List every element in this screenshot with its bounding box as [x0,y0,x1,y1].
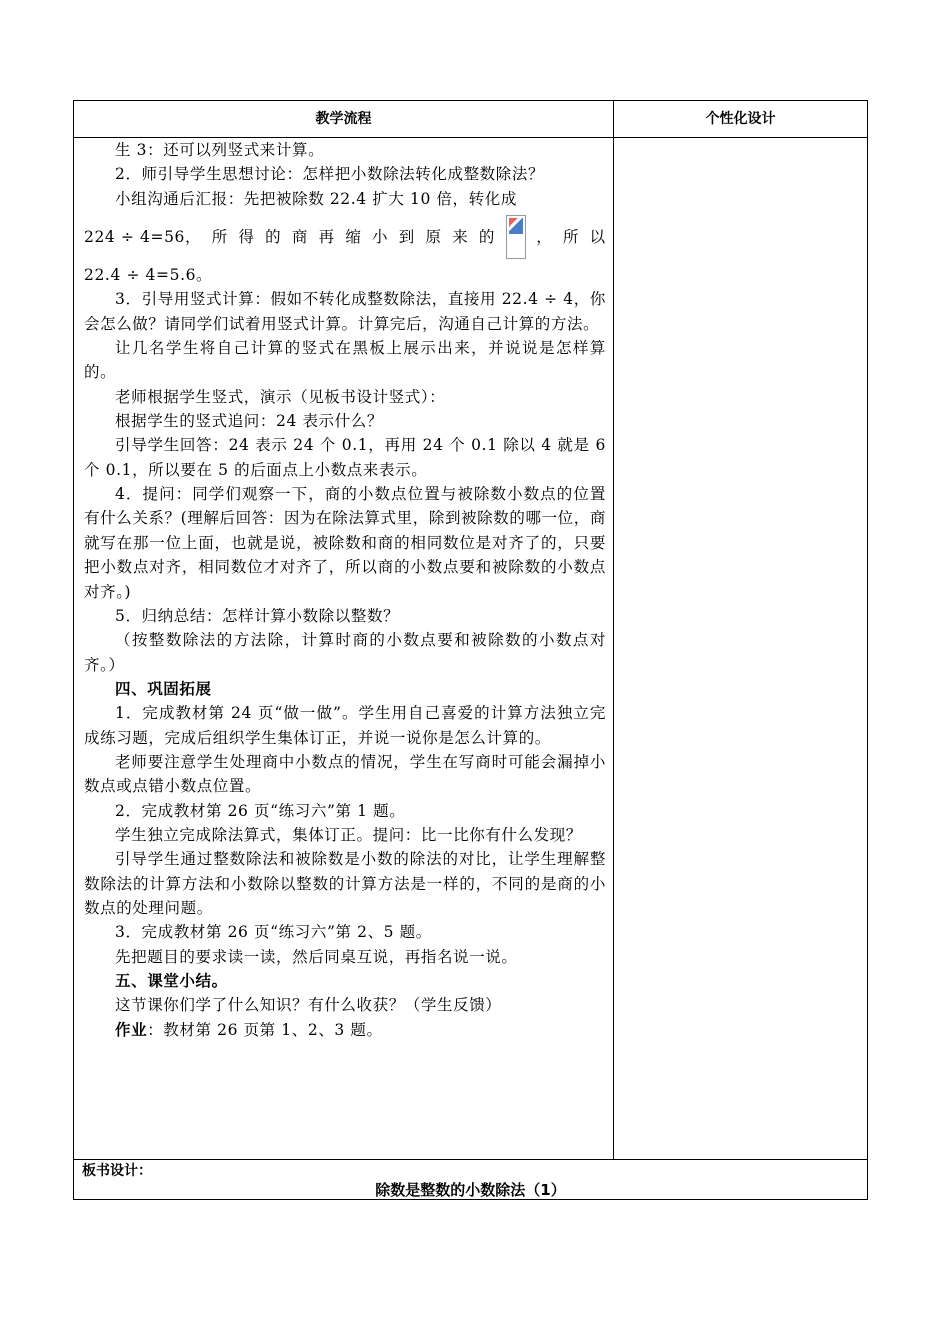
section-class-summary: 五、课堂小结。 [115,972,228,990]
line-discussion: 2．师引导学生思想讨论：怎样把小数除法转化成整数除法？ [115,165,545,184]
line-teacher-demo: 老师根据学生竖式，演示（见板书设计竖式）： [115,387,446,406]
line-result: 22.4 ÷ 4=5.6。 [84,266,213,285]
section-consolidate: 四、巩固拓展 [115,679,212,698]
line-follow-up: 根据学生的竖式追问：24 表示什么？ [115,412,383,431]
board-design-label: 板书设计： [82,1163,152,1179]
column-divider [613,101,614,1159]
line-question-decimal: 4．提问：同学们观察一下，商的小数点位置与被除数小数点的位置有什么关系？(理解后回答：因为在除法算式里，除到被除数的哪一位，商就写在那一位上面，也就是说，被除数和商的相同数位是对齐了的，只要把小数点对齐，相同数位才对齐了，所以商的小数点要和被除数的小数点对齐。) [84,485,606,601]
line-summary-answer: （按整数除法的方法除，计算时商的小数点要和被除数的小数点对齐。） [84,631,606,674]
board-divider [74,1159,867,1160]
homework-label: 作业 [115,1020,148,1039]
line-exercise3: 3．完成教材第 26 页“练习六”第 2、5 题。 [115,923,432,942]
board-design-title: 除数是整数的小数除法（1） [375,1181,566,1199]
line-exercise1: 1．完成教材第 24 页“做一做”。学生用自己喜爱的计算方法独立完成练习题，完成后组织学生集体订正，并说一说你是怎么计算的。 [84,704,606,747]
broken-fraction-image-icon [506,215,526,259]
line-vertical-calc: 3．引导用竖式计算：假如不转化成整数除法，直接用 22.4 ÷ 4，你会怎么做？请同学们试着用竖式计算。计算完后，沟通自己计算的方法。 [84,290,606,333]
line-student3: 生 3：还可以列竖式来计算。 [115,141,325,159]
line-teacher-note: 老师要注意学生处理商中小数点的情况，学生在写商时可能会漏掉小数点或点错小数点位置。 [84,752,606,796]
line-compare: 引导学生通过整数除法和被除数是小数的除法的对比，让学生理解整数除法的计算方法和小数除以整数的计算方法是一样的，不同的是商的小数点的处理问题。 [84,850,606,917]
teaching-process-content [84,138,606,1042]
header-teaching-process: 教学流程 [315,111,372,127]
line-summary: 5．归纳总结：怎样计算小数除以整数？ [115,606,400,625]
line-report: 小组沟通后汇报：先把被除数 22.4 扩大 10 倍，转化成 [115,189,517,208]
line-independent: 学生独立完成除法算式，集体订正。提问：比一比你有什么发现？ [115,825,582,844]
line-conversion: 224 ÷ 4=56， 所 得 的 商 再 缩 小 到 原 来 的 ， 所 以 [84,211,606,263]
line-show-board: 让几名学生将自己计算的竖式在黑板上展示出来，并说说是怎样算的。 [84,339,606,382]
line-student-answer: 引导学生回答：24 表示 24 个 0.1，再用 24 个 0.1 除以 4 就是 6 个 0.1，所以要在 5 的后面点上小数点来表示。 [84,436,606,479]
line-homework [84,1018,606,1042]
line-exercise2: 2．完成教材第 26 页“练习六”第 1 题。 [115,801,406,820]
line-feedback: 这节课你们学了什么知识？有什么收获？（学生反馈） [115,996,502,1015]
line-read-aloud: 先把题目的要求读一读，然后同桌互说，再指名说一说。 [115,947,518,966]
lesson-table [73,100,868,1200]
header-personalized-design: 个性化设计 [705,111,776,127]
homework-text: ：教材第 26 页第 1、2、3 题。 [147,1020,383,1039]
